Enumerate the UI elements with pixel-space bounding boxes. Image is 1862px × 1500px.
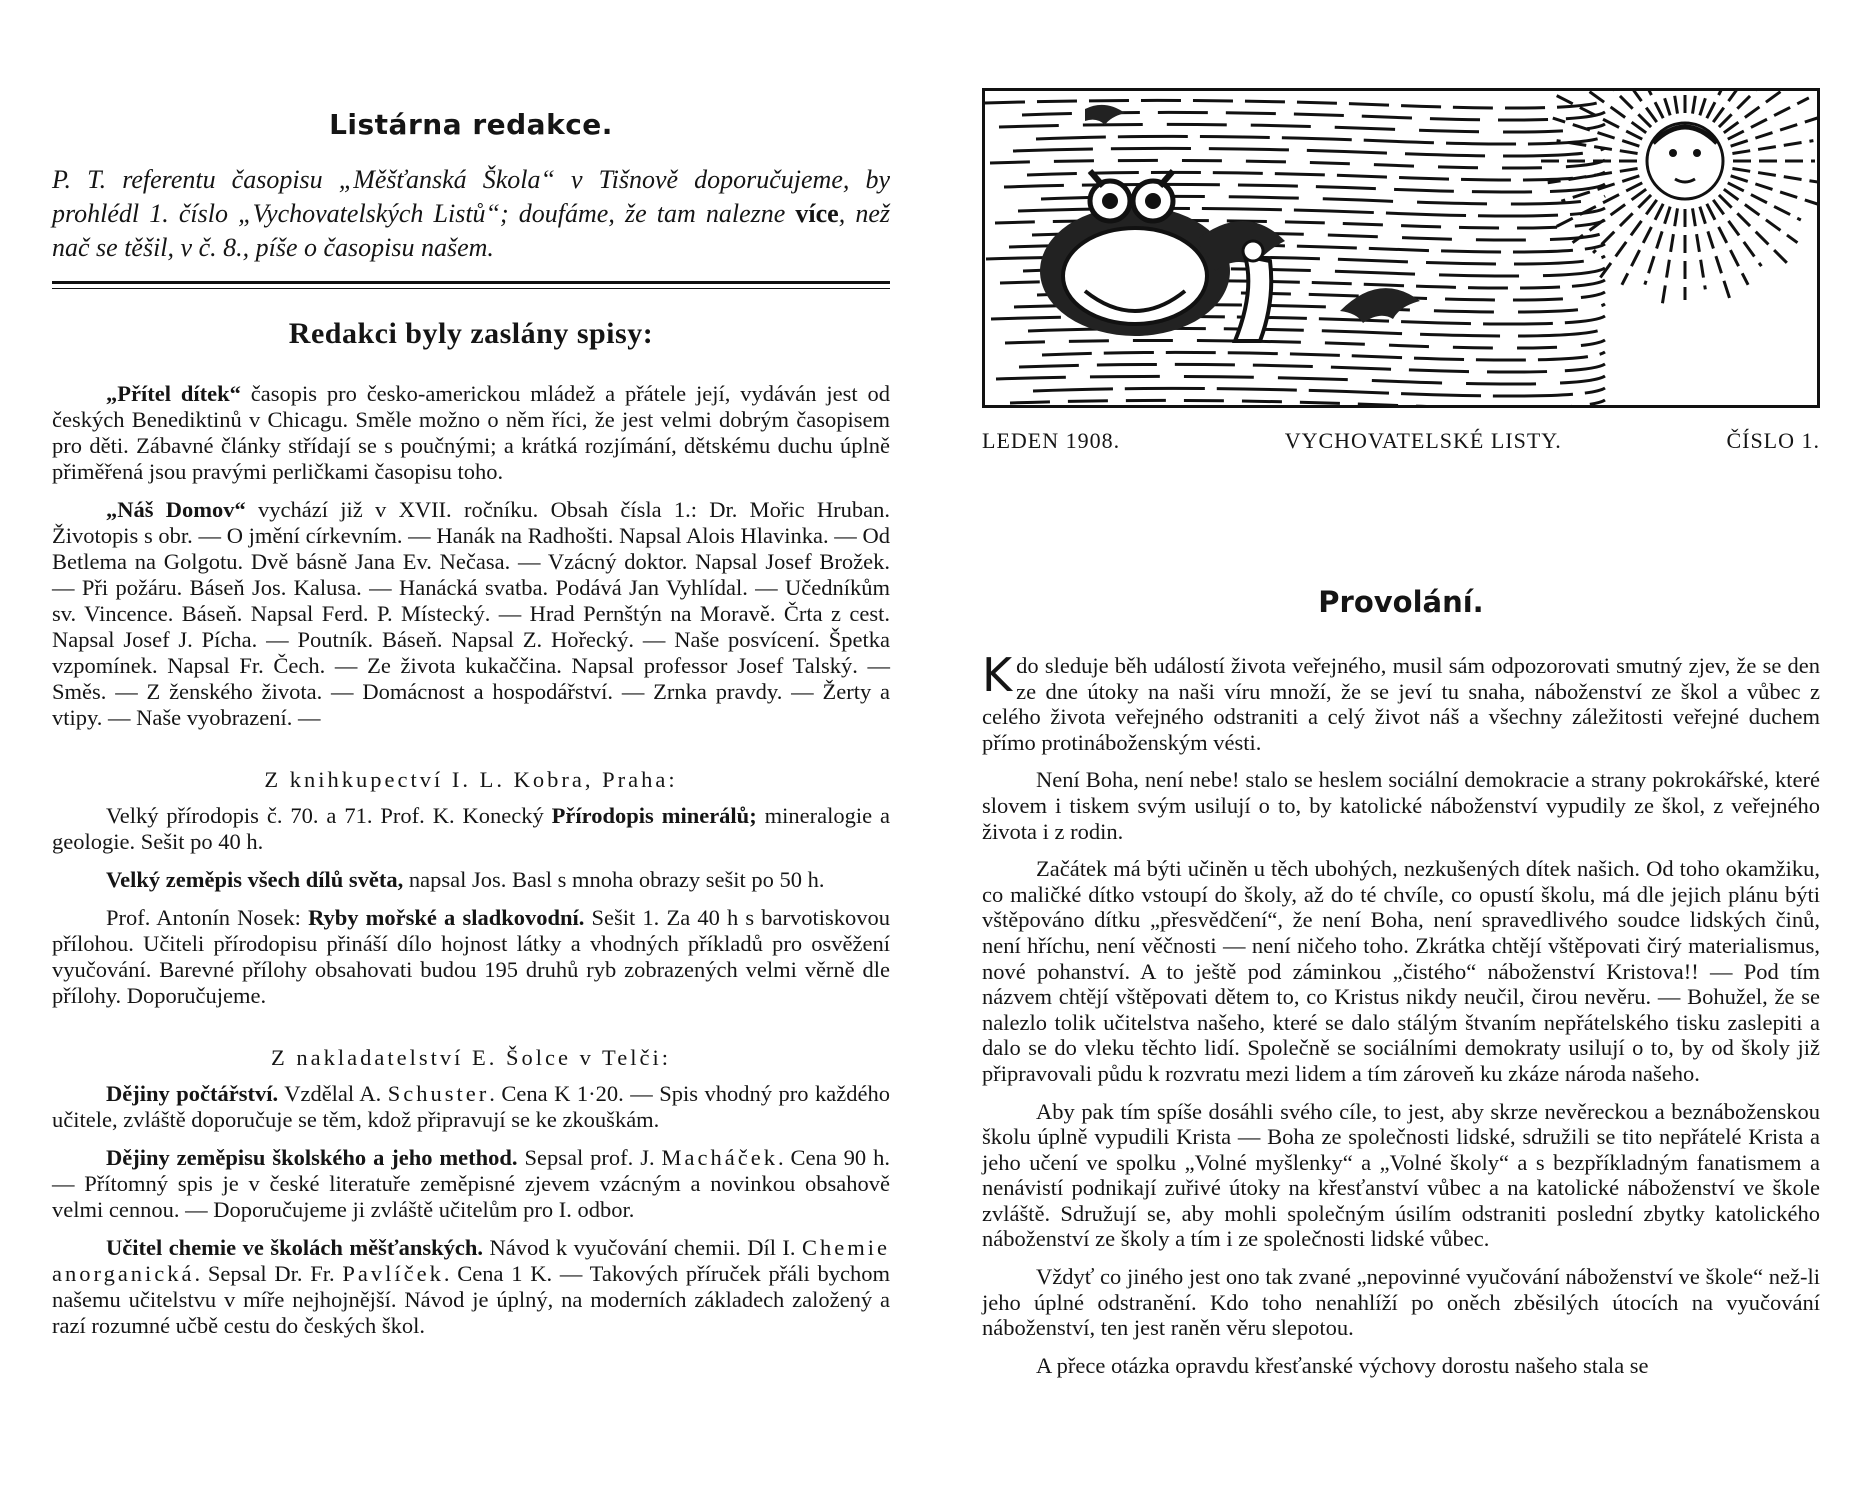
- book-part-title: Chemie anorganická: [52, 1235, 891, 1286]
- note-text-1: P. T. referentu časopisu „Měšťanská Škola“ v Tišnově doporučujeme, by prohlédl 1. číslo „Vychovatelských Listů“; doufáme, že tam nalezne: [52, 165, 890, 228]
- vignette-svg: [985, 91, 1817, 405]
- review-prirodopis: [52, 803, 890, 855]
- double-divider: [52, 281, 890, 289]
- paragraph-text: do sleduje běh událostí života veřejného, musil sám odpozorovati smutný zjev, že se den ze dne útoky na naši víru množí, že se jeví tu snaha, náboženství ze škol a vůbec z celého života veřejného odstraniti a celý život náš a všechny záležitosti veřejné duchem přímo protináboženským vésti.: [982, 653, 1820, 755]
- provolani-title: Provolání.: [1318, 585, 1484, 619]
- review-chemie: [52, 1235, 890, 1339]
- review-text: Sepsal prof. J.: [517, 1145, 662, 1170]
- review-title: Učitel chemie ve školách měšťanských.: [106, 1235, 483, 1260]
- review-text: napsal Jos. Basl s mnoha obrazy sešit po 50 h.: [403, 867, 825, 892]
- author-name: Macháček: [661, 1145, 778, 1170]
- article-paragraph: Aby pak tím spíše dosáhli svého cíle, to jest, aby skrze nevěreckou a beznáboženskou školu úplně vypudili Krista — Boha ze společnosti lidské, sdružili se tito nepřátelé Krista a jeho učení ve spolku „Volné myšlenky“ a „Volné školy“ a s bezpříkladným fanatismem a nenávistí podnikají zuřivé útoky na křesťanství vůbec a na katolické náboženství ve škole zvláště. Sdružují se, aby mohli společným úsilím odstraniti poslední zbytky katolického náboženství ze školy a tím i ze společnosti lidské vůbec.: [982, 1098, 1820, 1252]
- review-text: Velký přírodopis č. 70. a 71. Prof. K. Konecký: [106, 803, 552, 828]
- vignette-illustration: [982, 88, 1820, 408]
- review-title: Přírodopis minerálů;: [551, 803, 757, 828]
- article-paragraph: Není Boha, není nebe! stalo se heslem sociální demokracie a strany pokrokářské, které slovem i tiskem svým usilují o to, by katolické náboženství vypudily ze škol, z veřejného života i z rodin.: [982, 767, 1820, 844]
- review-ryby: [52, 905, 890, 1009]
- review-title: Ryby mořské a sladkovodní.: [308, 905, 585, 930]
- right-page: [982, 0, 1818, 1500]
- review-zemepis: [52, 867, 890, 893]
- author-name: Schuster: [387, 1081, 490, 1106]
- review-text: mineralogie a geologie. Sešit po 40 h.: [52, 803, 890, 854]
- article-paragraph: [982, 648, 1820, 755]
- review-pritel-ditek: [52, 381, 890, 485]
- masthead-date: LEDEN 1908.: [982, 428, 1121, 453]
- masthead-issue: ČÍSLO 1.: [1726, 428, 1820, 453]
- review-text: . Cena 1 K. — Takových příruček přáli bychom našemu učitelstvu v míře nejhojnější. Návod je úplný, na moderních základech založený a razí rozumné učbě cestu do českých škol.: [52, 1261, 890, 1338]
- editor-note: [52, 163, 890, 265]
- review-text: Návod k vyučování chemii. Díl I.: [482, 1235, 803, 1260]
- left-page: [52, 0, 890, 1500]
- review-text: Prof. Antonín Nosek:: [106, 905, 309, 930]
- review-text: časopis pro česko-americkou mládež a přátele její, vydáván jest od českých Benediktinů v Chicagu. Směle možno o něm říci, že jest velmi dobrým časopisem pro děti. Zábavné články střídají se s poučnými; a krátká rozjímání, dětskému duchu úplně přiměřená jsou pravými perličkami časopisu toho.: [52, 381, 890, 484]
- redakci-title: Redakci byly zaslány spisy:: [288, 317, 654, 350]
- sun-face-icon: [1647, 123, 1723, 199]
- drop-cap: K: [982, 648, 1013, 702]
- review-text: Sešit 1. Za 40 h s barvotiskovou přílohou. Učiteli přírodopisu přináší dílo hojnost látky a vhodných příkladů pro osvěžení vyučování. Barevné přílohy obsahovati budou 195 druhů ryb zobrazených velmi věrně dle přílohy. Doporučujeme.: [52, 905, 890, 1008]
- review-text: . Cena 90 h. — Přítomný spis je v české literatuře zeměpisné zjevem vzácným a novinkou obsahově velmi cennou. — Doporučujeme ji zvláště učitelům pro I. odbor.: [52, 1145, 890, 1222]
- masthead: [982, 428, 1820, 454]
- section-head-kobr: Z knihkupectví I. L. Kobra, Praha:: [264, 767, 678, 792]
- author-name: Pavlíček: [342, 1261, 444, 1286]
- note-bold: více: [795, 199, 839, 228]
- review-title: „Přítel dítek“: [106, 381, 241, 406]
- review-nas-domov: [52, 497, 890, 731]
- masthead-title: VYCHOVATELSKÉ LISTY.: [1284, 428, 1562, 453]
- review-title: Dějiny zeměpisu školského a jeho method.: [106, 1145, 518, 1170]
- article-paragraph: A přece otázka opravdu křesťanské výchovy dorostu našeho stala se: [1036, 1352, 1649, 1378]
- review-title: Velký zeměpis všech dílů světa,: [106, 867, 404, 892]
- article-paragraph: Začátek má býti učiněn u těch ubohých, nezkušených dítek našich. Od toho okamžiku, co maličké dítko vstoupí do školy, až do té chvíle, co opustí školu, má dle jejich plánu býti vštěpováno dítku „přesvědčení“, že není Boha, není spravedlivého soudce lidských činů, není hříchu, není věčnosti — není ničeho toho. Zkrátka chtějí vštěpovati čirý materialismus, nové pohanství. A to ještě pod záminkou „čistého“ náboženství Kristova!! — Pod tím názvem chtějí vštěpovati dětem to, co Kristus nikdy neučil, čirou nevěru. — Bohužel, že se nalezlo tolik učitelstva našeho, které se dalo stálým štvaním nepřátelského tisku zaslepiti a dalo se do vleku těchto lidí. Společně se sociálními demokraty usilují o to, by od školy již připravovali půdu k rozvratu mezi lidem a tím zároveň ku zkáze národa našeho.: [982, 856, 1820, 1086]
- note-text-2: , než nač se těšil, v č. 8., píše o časopisu našem.: [52, 199, 890, 262]
- review-title: „Náš Domov“: [106, 497, 246, 522]
- review-text: Vzdělal A.: [278, 1081, 388, 1106]
- review-title: Dějiny počtářství.: [106, 1081, 279, 1106]
- section-head-solc: Z nakladatelství E. Šolce v Telči:: [271, 1045, 671, 1070]
- article-paragraph: Vždyť co jiného jest ono tak zvané „nepovinné vyučování náboženství ve škole“ než-li jeho úplné odstranění. Kdo toho nenahlíží po oněch zběsilých útocích na vyučování náboženství, ten jest raněn věru slepotou.: [982, 1264, 1820, 1341]
- review-zemepisu: [52, 1145, 890, 1223]
- review-text: . Sepsal Dr. Fr.: [194, 1261, 343, 1286]
- article-body: [982, 648, 1820, 1378]
- review-text: . Cena K 1·20. — Spis vhodný pro každého učitele, zvláště doporučuje se těm, kdož připravují se ke zkouškám.: [52, 1081, 890, 1132]
- review-text: vychází již v XVII. ročníku. Obsah čísla 1.: Dr. Mořic Hruban. Životopis s obr. — O jmění církevním. — Hanák na Radhošti. Napsal Alois Hlavinka. — Od Betlema na Golgotu. Dvě básně Jana Ev. Nečasa. — Vzácný doktor. Napsal Josef Brožek. — Při požáru. Báseň Jos. Kalusa. — Hanácká svatba. Podává Jan Vyhlídal. — Učedníkům sv. Vincence. Báseň. Napsal Ferd. P. Místecký. — Hrad Pernštýn na Moravě. Črta z cest. Napsal Josef J. Pícha. — Poutník. Báseň. Napsal Z. Hořecký. — Naše posvícení. Špetka vzpomínek. Napsal Fr. Čech. — Ze života kukaččina. Napsal professor Josef Talský. — Směs. — Z ženského života. — Domácnost a hospodářství. — Zrnka pravdy. — Žerty a vtipy. — Naše vyobrazení. —: [52, 497, 891, 730]
- listarna-title: Listárna redakce.: [329, 108, 613, 141]
- review-pocitarstvi: [52, 1081, 890, 1133]
